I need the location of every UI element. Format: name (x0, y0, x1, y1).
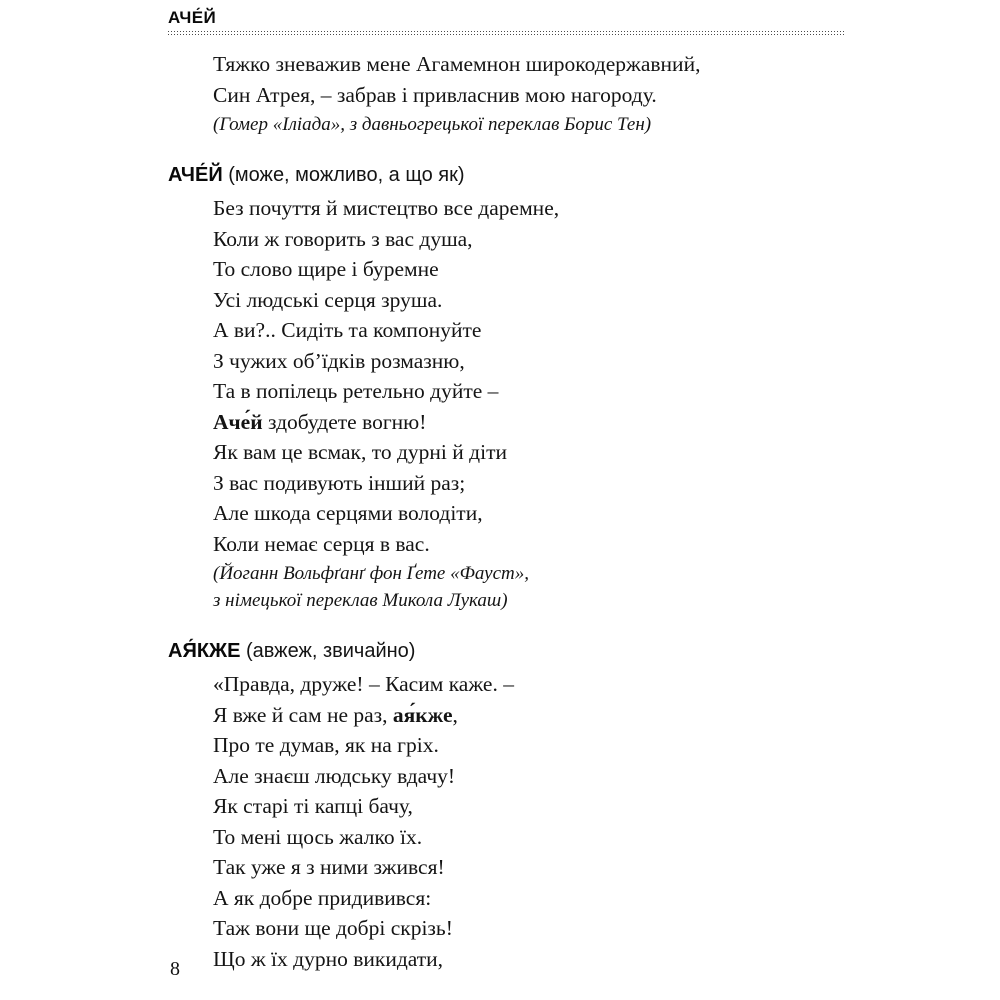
verse-text: Син Атрея, – забрав і привласнив мою нагороду. (213, 82, 657, 107)
poem-line (213, 669, 845, 700)
verse-text: То мені щось жалко їх. (213, 824, 423, 849)
entry-headline (168, 638, 845, 664)
poem-line (213, 437, 845, 468)
verse-text: Тяжко зневажив мене Агамемнон широкодержавний, (213, 52, 701, 76)
dictionary-entries (168, 162, 845, 974)
entry-verse (213, 193, 845, 559)
verse-text: здобудете вогню! (262, 409, 427, 434)
verse-text: з німецької переклав Микола Лукаш) (213, 590, 508, 611)
verse-text: А ви?.. Сидіть та компонуйте (213, 318, 482, 342)
dictionary-entry-2 (168, 638, 845, 974)
poem-line (213, 700, 845, 731)
verse-text: Що ж їх дурно викидати, (213, 946, 444, 971)
verse-text: Про те думав, як на гріх. (213, 733, 439, 757)
poem-line (213, 852, 845, 883)
poem-line (213, 346, 845, 377)
highlighted-headword-in-verse: ая́кже (392, 702, 453, 727)
dotted-rule (168, 31, 845, 35)
poem-line (213, 913, 845, 944)
entry-headline (168, 162, 845, 188)
verse-text: З чужих об’їдків розмазню, (213, 348, 465, 373)
poem-line (213, 822, 845, 853)
poem-line (213, 944, 845, 975)
page-header (168, 8, 845, 35)
verse-text: Таж вони ще добрі скрізь! (213, 916, 453, 940)
poem-line (213, 376, 845, 407)
verse-text: Я вже й сам не раз, (213, 702, 393, 727)
poem-line (213, 529, 845, 560)
entry-attribution (213, 560, 845, 614)
verse-text: «Правда, друже! – Касим каже. – (213, 672, 514, 696)
verse-text: Коли ж говорить з вас душа, (213, 226, 473, 251)
poem-line (213, 791, 845, 822)
verse-text: З вас подивують інший раз; (213, 470, 466, 495)
verse-text: Але шкода серцями володіти, (213, 501, 483, 525)
verse-text: Усі людські серця зруша. (213, 287, 443, 312)
poem-line (213, 730, 845, 761)
page-content (168, 8, 845, 974)
verse-text: Так уже я з ними зжився! (213, 855, 445, 879)
verse-text: (Йоганн Вольфґанґ фон Ґете «Фауст», (213, 563, 529, 584)
intro-quote-attribution (213, 111, 845, 138)
poem-line (213, 315, 845, 346)
verse-text: Як вам це всмак, то дурні й діти (213, 440, 507, 464)
poem-line (213, 80, 845, 111)
poem-line (213, 498, 845, 529)
attribution-line (213, 560, 845, 587)
intro-quote (213, 49, 845, 138)
verse-text: (Гомер «Іліада», з давньогрецької переклав Борис Тен) (213, 114, 652, 135)
attribution-line (213, 111, 845, 138)
entry-gloss: (може, можливо, а що як) (228, 164, 465, 186)
verse-text: Як старі ті капці бачу, (213, 794, 413, 818)
verse-text: А як добре придивився: (213, 885, 432, 910)
poem-line (213, 254, 845, 285)
attribution-line (213, 587, 845, 614)
poem-line (213, 407, 845, 438)
dictionary-entry-1 (168, 162, 845, 614)
verse-text: , (452, 702, 458, 727)
verse-text: То слово щире і буремне (213, 257, 439, 281)
poem-line (213, 761, 845, 792)
poem-line (213, 883, 845, 914)
page-number: 8 (170, 958, 180, 980)
verse-text: Коли немає серця в вас. (213, 531, 430, 556)
poem-line (213, 193, 845, 224)
verse-text: Та в попілець ретельно дуйте – (213, 379, 499, 403)
poem-line (213, 49, 845, 80)
entry-headword: АЧЕ́Й (168, 164, 229, 186)
poem-line (213, 285, 845, 316)
poem-line (213, 224, 845, 255)
entry-gloss: (авжеж, звичайно) (246, 640, 416, 662)
intro-quote-lines (213, 49, 845, 110)
running-head: АЧЕ́Й (168, 8, 217, 27)
highlighted-headword-in-verse: Аче́й (213, 409, 263, 434)
verse-text: Без почуття й мистецтво все даремне, (213, 196, 560, 220)
entry-headword: АЯ́КЖЕ (168, 640, 246, 662)
poem-line (213, 468, 845, 499)
verse-text: Але знаєш людську вдачу! (213, 763, 456, 788)
entry-verse (213, 669, 845, 974)
